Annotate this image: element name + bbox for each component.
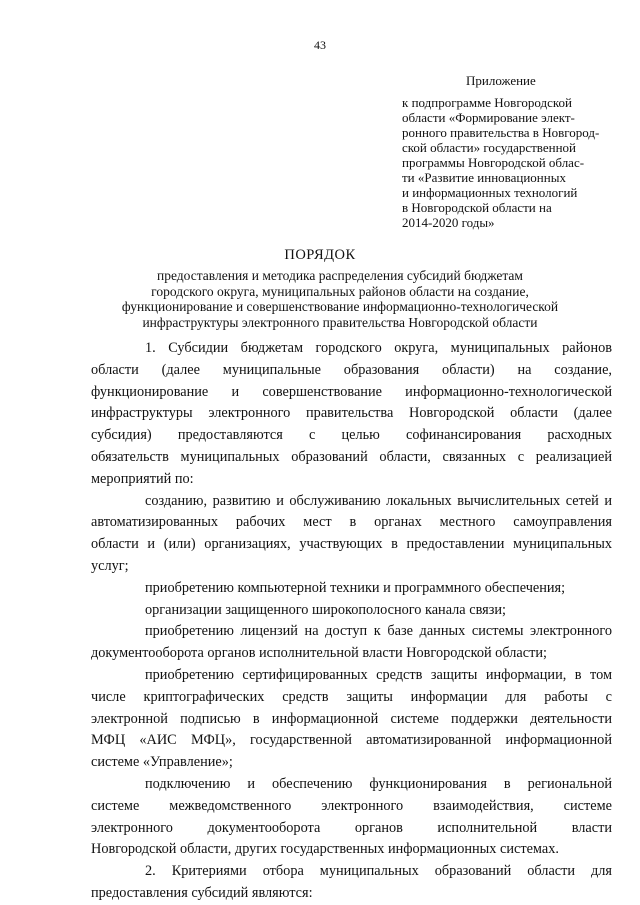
page-number: 43 (314, 38, 326, 52)
appendix-line: ти «Развитие инновационных (402, 170, 566, 185)
body-line: области и (или) организациях, участвующих в предоставлении муниципальных (91, 536, 612, 553)
appendix-line: ской области» государственной (402, 140, 576, 155)
body-line: числе криптографических средств защиты информации для работы с (91, 688, 612, 705)
body-line: приобретению компьютерной техники и программного обеспечения; (145, 579, 566, 596)
body-line: мероприятий по: (91, 470, 194, 487)
appendix-line: программы Новгородской облас- (402, 155, 585, 170)
appendix-line: 2014-2020 годы» (402, 215, 495, 230)
appendix-line: области «Формирование элект- (402, 110, 575, 125)
body-line: электронной подписью в информационной системе поддержки деятельности (91, 710, 612, 727)
body-line: организации защищенного широкополосного канала связи; (145, 601, 506, 618)
appendix-line: и информационных технологий (402, 185, 578, 200)
body-line: 2. Критериями отбора муниципальных образований области для (145, 863, 612, 880)
subtitle-line: функционирование и совершенствование информационно-технологической (121, 299, 559, 314)
document-subtitle (60, 268, 620, 330)
body-line: услуг; (91, 557, 129, 574)
body-line: документооборота органов исполнительной власти Новгородской области; (91, 645, 547, 662)
subtitle-line: предоставления и методика распределения субсидий бюджетам (157, 268, 523, 283)
body-text (91, 338, 612, 905)
body-line: 1. Субсидии бюджетам городского округа, муниципальных районов (145, 340, 612, 356)
body-line: электронного документооборота органов исполнительной власти (91, 819, 612, 836)
document-title: ПОРЯДОК (284, 247, 356, 263)
body-line: Новгородской области, других государственных информационных системах. (91, 841, 559, 858)
body-line: МФЦ «АИС МФЦ», государственной автоматизированной информационной (91, 732, 612, 749)
body-line: инфраструктуры электронного правительства Новгородской области (далее (91, 405, 612, 422)
body-line: автоматизированных рабочих мест в органах местного самоуправления (91, 514, 612, 531)
subtitle-line: инфраструктуры электронного правительства Новгородской области (142, 314, 538, 330)
body-line: системе «Управление»; (91, 754, 233, 771)
appendix-line: к подпрограмме Новгородской (402, 95, 572, 110)
body-line: области (далее муниципальные образования области) на создание, (91, 361, 612, 378)
appendix-title: Приложение (466, 73, 536, 88)
body-line: функционирование и совершенствование информационно-технологической (91, 383, 612, 400)
body-line: системе межведомственного электронного взаимодействия, системе (91, 797, 612, 814)
body-line: обязательств муниципальных образований области, связанных с реализацией (91, 448, 612, 465)
body-line: субсидия) предоставляются с целью софинансирования расходных (91, 427, 612, 444)
body-line: приобретению сертифицированных средств защиты информации, в том (145, 666, 612, 683)
subtitle-line: городского округа, муниципальных районов области на создание, (151, 283, 529, 299)
appendix-line: в Новгородской области на (402, 200, 552, 215)
appendix-line: ронного правительства в Новгород- (402, 125, 600, 140)
body-line: приобретению лицензий на доступ к базе данных системы электронного (145, 623, 612, 640)
body-line: предоставления субсидий являются: (91, 884, 313, 901)
body-line: подключению и обеспечению функционирования в региональной (145, 775, 612, 792)
body-line: созданию, развитию и обслуживанию локальных вычислительных сетей и (145, 492, 612, 509)
appendix-body (402, 95, 612, 230)
